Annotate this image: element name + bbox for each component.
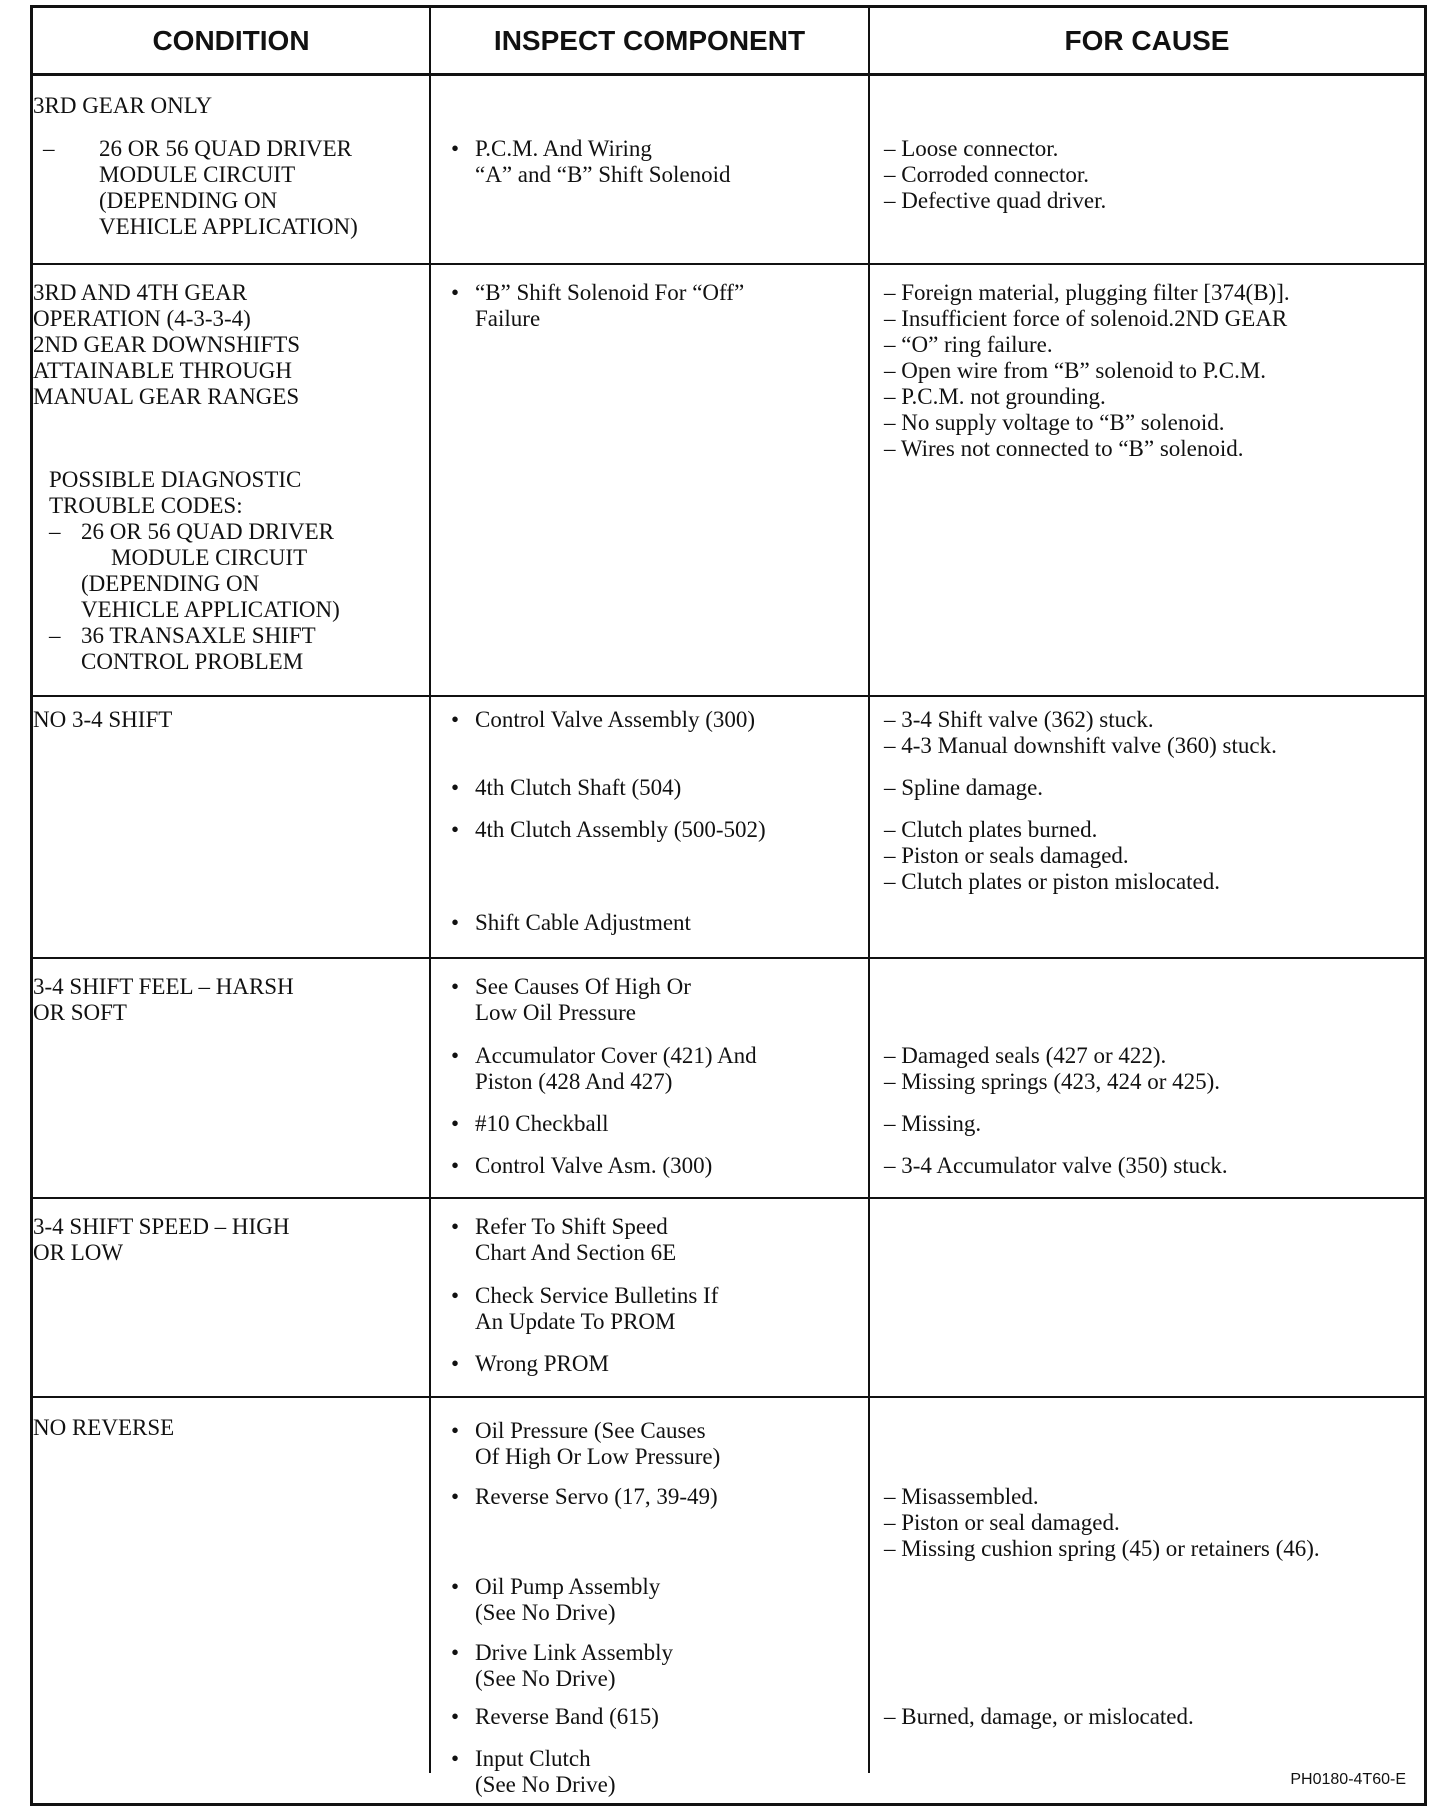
cause-item: – Foreign material, plugging filter [374(B)]. bbox=[884, 280, 1290, 305]
inspect-item-line: Drive Link Assembly bbox=[475, 1640, 674, 1665]
cause-item: – 4-3 Manual downshift valve (360) stuck. bbox=[884, 733, 1277, 758]
code-line: (DEPENDING ON bbox=[81, 571, 260, 596]
bullet: • bbox=[451, 1746, 460, 1771]
inspect-item-line: P.C.M. And Wiring bbox=[475, 136, 652, 161]
cause-cell bbox=[868, 265, 1424, 695]
cause-item: – No supply voltage to “B” solenoid. bbox=[884, 410, 1225, 435]
cause-item: – Clutch plates burned. bbox=[884, 817, 1098, 842]
cause-item: – 3-4 Shift valve (362) stuck. bbox=[884, 707, 1154, 732]
cause-item: – Corroded connector. bbox=[884, 162, 1090, 187]
bullet: • bbox=[451, 910, 460, 935]
bullet: • bbox=[451, 280, 460, 305]
inspect-item-line: Low Oil Pressure bbox=[475, 1000, 636, 1025]
inspect-item: Reverse Servo (17, 39-49) bbox=[475, 1484, 718, 1509]
table-header bbox=[33, 8, 1424, 76]
row-3rd-gear-only bbox=[33, 76, 1424, 265]
cause-item: – Missing. bbox=[884, 1111, 982, 1136]
bullet: • bbox=[451, 1418, 460, 1443]
cause-item: – Defective quad driver. bbox=[884, 188, 1107, 213]
header-for-cause: FOR CAUSE bbox=[868, 8, 1424, 73]
inspect-item-line: (See No Drive) bbox=[475, 1772, 616, 1797]
cause-item: – Open wire from “B” solenoid to P.C.M. bbox=[884, 358, 1267, 383]
inspect-item-line: See Causes Of High Or bbox=[475, 974, 691, 999]
inspect-item-line: “B” Shift Solenoid For “Off” bbox=[475, 280, 745, 305]
inspect-item: Shift Cable Adjustment bbox=[475, 910, 691, 935]
code-line: (DEPENDING ON bbox=[99, 188, 278, 213]
inspect-cell bbox=[429, 697, 868, 957]
inspect-item-line: Chart And Section 6E bbox=[475, 1240, 677, 1265]
inspect-cell bbox=[429, 959, 868, 1197]
cause-cell bbox=[868, 697, 1424, 957]
bullet: • bbox=[451, 136, 460, 161]
condition-cell bbox=[33, 1398, 429, 1803]
inspect-item: Control Valve Asm. (300) bbox=[475, 1153, 713, 1178]
cause-item: – Damaged seals (427 or 422). bbox=[884, 1043, 1167, 1068]
inspect-item-line: (See No Drive) bbox=[475, 1600, 616, 1625]
inspect-item: 4th Clutch Shaft (504) bbox=[475, 775, 682, 800]
cause-item: – Wires not connected to “B” solenoid. bbox=[884, 436, 1244, 461]
inspect-cell bbox=[429, 1199, 868, 1396]
inspect-item-line: Oil Pump Assembly bbox=[475, 1574, 661, 1599]
bullet: • bbox=[451, 1574, 460, 1599]
condition-cell bbox=[33, 959, 429, 1197]
bullet: • bbox=[451, 1484, 460, 1509]
condition-line: 3-4 SHIFT SPEED – HIGH bbox=[33, 1214, 290, 1239]
cause-item: – Loose connector. bbox=[884, 136, 1059, 161]
cause-cell bbox=[868, 1398, 1424, 1773]
condition-title: 3RD GEAR ONLY bbox=[33, 93, 213, 118]
condition-title: NO REVERSE bbox=[33, 1415, 175, 1440]
bullet: • bbox=[451, 1214, 460, 1239]
inspect-cell bbox=[429, 76, 868, 263]
condition-line: ATTAINABLE THROUGH bbox=[33, 358, 293, 383]
row-no-reverse bbox=[33, 1398, 1424, 1803]
bullet: • bbox=[451, 707, 460, 732]
inspect-item-line: Of High Or Low Pressure) bbox=[475, 1444, 721, 1469]
bullet: • bbox=[451, 1640, 460, 1665]
bullet: • bbox=[451, 775, 460, 800]
condition-line: 3RD AND 4TH GEAR bbox=[33, 280, 248, 305]
bullet: • bbox=[451, 1283, 460, 1308]
condition-line: OR LOW bbox=[33, 1240, 124, 1265]
inspect-item-line: Oil Pressure (See Causes bbox=[475, 1418, 706, 1443]
inspect-item-line: Accumulator Cover (421) And bbox=[475, 1043, 757, 1068]
inspect-item-line: Check Service Bulletins If bbox=[475, 1283, 719, 1308]
inspect-cell bbox=[429, 1398, 868, 1797]
row-3-4-shift-feel bbox=[33, 959, 1424, 1199]
cause-item: – Insufficient force of solenoid.2ND GEAR bbox=[884, 306, 1288, 331]
dtc-heading-line: POSSIBLE DIAGNOSTIC bbox=[49, 467, 302, 492]
cause-item: – 3-4 Accumulator valve (350) stuck. bbox=[884, 1153, 1228, 1178]
cause-item: – P.C.M. not grounding. bbox=[884, 384, 1106, 409]
cause-item: – Missing springs (423, 424 or 425). bbox=[884, 1069, 1221, 1094]
bullet: • bbox=[451, 1351, 460, 1376]
code-line: 36 TRANSAXLE SHIFT bbox=[81, 623, 316, 648]
dtc-heading-line: TROUBLE CODES: bbox=[49, 493, 243, 518]
code-dash: – bbox=[43, 136, 55, 161]
inspect-item-line: Piston (428 And 427) bbox=[475, 1069, 673, 1094]
bullet: • bbox=[451, 1043, 460, 1068]
figure-code: PH0180-4T60-E bbox=[1290, 1771, 1406, 1788]
condition-line: 3-4 SHIFT FEEL – HARSH bbox=[33, 974, 294, 999]
inspect-item-line: (See No Drive) bbox=[475, 1666, 616, 1691]
header-condition: CONDITION bbox=[152, 24, 310, 56]
inspect-item: 4th Clutch Assembly (500-502) bbox=[475, 817, 766, 842]
condition-line: 2ND GEAR DOWNSHIFTS bbox=[33, 332, 301, 357]
condition-line: OR SOFT bbox=[33, 1000, 127, 1025]
bullet: • bbox=[451, 1153, 460, 1178]
inspect-cell bbox=[429, 265, 868, 695]
code-line: CONTROL PROBLEM bbox=[81, 649, 304, 674]
code-line: MODULE CIRCUIT bbox=[99, 162, 296, 187]
inspect-item-line: Refer To Shift Speed bbox=[475, 1214, 668, 1239]
header-inspect-component: INSPECT COMPONENT bbox=[429, 8, 868, 73]
condition-title: NO 3-4 SHIFT bbox=[33, 707, 173, 732]
inspect-item-line: “A” and “B” Shift Solenoid bbox=[475, 162, 731, 187]
bullet: • bbox=[451, 974, 460, 999]
condition-cell bbox=[33, 76, 429, 263]
condition-cell bbox=[33, 697, 429, 957]
condition-cell bbox=[33, 265, 429, 695]
inspect-item: Reverse Band (615) bbox=[475, 1704, 659, 1729]
cause-item: – “O” ring failure. bbox=[884, 332, 1053, 357]
cause-cell bbox=[868, 76, 1424, 263]
code-line: MODULE CIRCUIT bbox=[111, 545, 308, 570]
condition-cell bbox=[33, 1199, 429, 1396]
code-line: 26 OR 56 QUAD DRIVER bbox=[81, 519, 334, 544]
row-3-4-shift-speed bbox=[33, 1199, 1424, 1398]
troubleshooting-table bbox=[30, 5, 1427, 1806]
bullet: • bbox=[451, 1111, 460, 1136]
row-3rd-4th-gear-operation bbox=[33, 265, 1424, 697]
condition-line: MANUAL GEAR RANGES bbox=[33, 384, 300, 409]
inspect-item-line: An Update To PROM bbox=[475, 1309, 676, 1334]
cause-item: – Piston or seal damaged. bbox=[884, 1510, 1120, 1535]
code-dash: – bbox=[49, 623, 61, 648]
inspect-item-line: Input Clutch bbox=[475, 1746, 591, 1771]
cause-cell bbox=[868, 1199, 1424, 1396]
code-line: 26 OR 56 QUAD DRIVER bbox=[99, 136, 352, 161]
cause-item: – Spline damage. bbox=[884, 775, 1044, 800]
cause-cell bbox=[868, 959, 1424, 1197]
cause-item: – Clutch plates or piston mislocated. bbox=[884, 869, 1221, 894]
inspect-item: Wrong PROM bbox=[475, 1351, 609, 1376]
cause-item: – Piston or seals damaged. bbox=[884, 843, 1129, 868]
bullet: • bbox=[451, 817, 460, 842]
inspect-item-line: Failure bbox=[475, 306, 541, 331]
code-line: VEHICLE APPLICATION) bbox=[81, 597, 340, 622]
inspect-item: #10 Checkball bbox=[475, 1111, 609, 1136]
bullet: • bbox=[451, 1704, 460, 1729]
inspect-item: Control Valve Assembly (300) bbox=[475, 707, 756, 732]
row-no-3-4-shift bbox=[33, 697, 1424, 959]
cause-item: – Missing cushion spring (45) or retainers (46). bbox=[884, 1536, 1320, 1561]
cause-item: – Misassembled. bbox=[884, 1484, 1039, 1509]
condition-line: OPERATION (4-3-3-4) bbox=[33, 306, 251, 331]
code-line: VEHICLE APPLICATION) bbox=[99, 214, 358, 239]
cause-item: – Burned, damage, or mislocated. bbox=[884, 1704, 1194, 1729]
code-dash: – bbox=[49, 519, 61, 544]
